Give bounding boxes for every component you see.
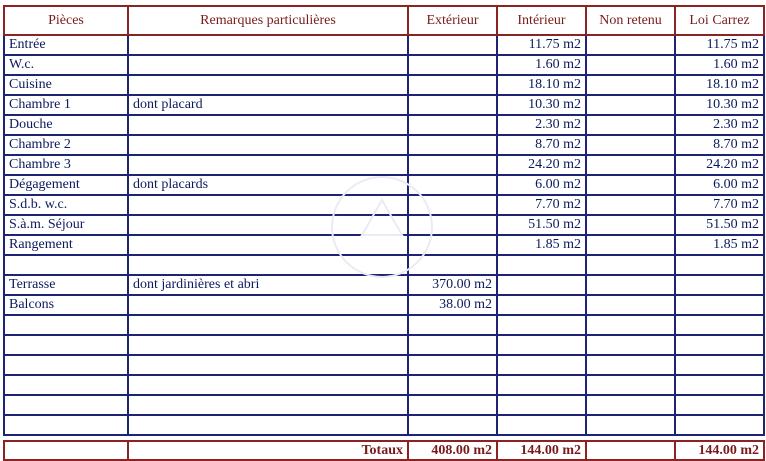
cell-exterieur — [408, 335, 497, 355]
cell-piece: W.c. — [4, 55, 128, 75]
table-row — [4, 355, 764, 375]
cell-remark — [128, 155, 408, 175]
cell-exterieur: 370.00 m2 — [408, 275, 497, 295]
cell-exterieur — [408, 95, 497, 115]
cell-exterieur — [408, 175, 497, 195]
table-row — [4, 275, 764, 295]
cell-interieur: 1.85 m2 — [497, 235, 586, 255]
table-row — [4, 255, 764, 275]
totals-table — [3, 440, 765, 461]
totals-blank — [4, 441, 128, 460]
table-row — [4, 135, 764, 155]
cell-piece: S.à.m. Séjour — [4, 215, 128, 235]
cell-piece: Douche — [4, 115, 128, 135]
cell-remark — [128, 75, 408, 95]
table-row — [4, 375, 764, 395]
totals-non-retenu — [586, 441, 675, 460]
table-row — [4, 335, 764, 355]
cell-carrez: 6.00 m2 — [675, 175, 764, 195]
cell-piece: Terrasse — [4, 275, 128, 295]
cell-non-retenu — [586, 415, 675, 435]
cell-non-retenu — [586, 375, 675, 395]
cell-remark — [128, 295, 408, 315]
cell-carrez: 24.20 m2 — [675, 155, 764, 175]
totals-row — [4, 441, 764, 460]
cell-piece: Entrée — [4, 35, 128, 55]
cell-piece: Rangement — [4, 235, 128, 255]
cell-exterieur — [408, 315, 497, 335]
table-row — [4, 155, 764, 175]
cell-interieur: 51.50 m2 — [497, 215, 586, 235]
cell-remark — [128, 375, 408, 395]
cell-interieur — [497, 375, 586, 395]
cell-carrez — [675, 355, 764, 375]
cell-interieur — [497, 415, 586, 435]
cell-non-retenu — [586, 155, 675, 175]
cell-carrez: 2.30 m2 — [675, 115, 764, 135]
cell-carrez: 8.70 m2 — [675, 135, 764, 155]
totals-carrez: 144.00 m2 — [675, 441, 764, 460]
cell-carrez — [675, 375, 764, 395]
table-row — [4, 35, 764, 55]
cell-non-retenu — [586, 135, 675, 155]
cell-carrez — [675, 395, 764, 415]
cell-non-retenu — [586, 235, 675, 255]
cell-non-retenu — [586, 95, 675, 115]
cell-non-retenu — [586, 315, 675, 335]
cell-exterieur — [408, 215, 497, 235]
cell-exterieur — [408, 235, 497, 255]
cell-piece: S.d.b. w.c. — [4, 195, 128, 215]
cell-interieur: 8.70 m2 — [497, 135, 586, 155]
cell-carrez — [675, 275, 764, 295]
cell-carrez: 51.50 m2 — [675, 215, 764, 235]
cell-remark — [128, 135, 408, 155]
table-row — [4, 295, 764, 315]
cell-piece: Dégagement — [4, 175, 128, 195]
cell-exterieur — [408, 415, 497, 435]
cell-exterieur — [408, 35, 497, 55]
cell-carrez — [675, 315, 764, 335]
cell-piece: Balcons — [4, 295, 128, 315]
cell-interieur — [497, 315, 586, 335]
header-exterieur: Extérieur — [408, 6, 497, 35]
header-pieces: Pièces — [4, 6, 128, 35]
table-row — [4, 315, 764, 335]
cell-remark — [128, 215, 408, 235]
cell-non-retenu — [586, 195, 675, 215]
table-row — [4, 175, 764, 195]
table-row — [4, 195, 764, 215]
table-row — [4, 55, 764, 75]
cell-exterieur — [408, 375, 497, 395]
cell-non-retenu — [586, 275, 675, 295]
cell-non-retenu — [586, 255, 675, 275]
cell-interieur — [497, 355, 586, 375]
cell-remark — [128, 255, 408, 275]
cell-remark: dont placards — [128, 175, 408, 195]
cell-remark — [128, 415, 408, 435]
cell-piece — [4, 315, 128, 335]
cell-non-retenu — [586, 175, 675, 195]
cell-interieur — [497, 275, 586, 295]
cell-non-retenu — [586, 75, 675, 95]
cell-remark — [128, 315, 408, 335]
cell-piece: Cuisine — [4, 75, 128, 95]
table-row — [4, 235, 764, 255]
totals-exterieur: 408.00 m2 — [408, 441, 497, 460]
cell-interieur: 24.20 m2 — [497, 155, 586, 175]
cell-piece: Chambre 1 — [4, 95, 128, 115]
table-row — [4, 75, 764, 95]
table-body — [4, 35, 764, 435]
cell-non-retenu — [586, 355, 675, 375]
totals-interieur: 144.00 m2 — [497, 441, 586, 460]
cell-piece: Chambre 3 — [4, 155, 128, 175]
cell-non-retenu — [586, 295, 675, 315]
cell-remark — [128, 35, 408, 55]
cell-non-retenu — [586, 395, 675, 415]
cell-non-retenu — [586, 335, 675, 355]
cell-interieur: 18.10 m2 — [497, 75, 586, 95]
cell-non-retenu — [586, 215, 675, 235]
cell-remark — [128, 195, 408, 215]
cell-piece — [4, 355, 128, 375]
cell-piece — [4, 395, 128, 415]
cell-remark — [128, 335, 408, 355]
cell-interieur — [497, 295, 586, 315]
table-row — [4, 395, 764, 415]
header-loi-carrez: Loi Carrez — [675, 6, 764, 35]
cell-exterieur — [408, 355, 497, 375]
cell-interieur: 11.75 m2 — [497, 35, 586, 55]
cell-piece — [4, 415, 128, 435]
cell-carrez: 18.10 m2 — [675, 75, 764, 95]
table-header — [4, 6, 764, 35]
table-row — [4, 95, 764, 115]
cell-carrez: 7.70 m2 — [675, 195, 764, 215]
table-row — [4, 215, 764, 235]
cell-interieur: 7.70 m2 — [497, 195, 586, 215]
cell-exterieur — [408, 155, 497, 175]
cell-carrez — [675, 295, 764, 315]
totals-label: Totaux — [128, 441, 408, 460]
cell-piece: Chambre 2 — [4, 135, 128, 155]
header-row — [4, 6, 764, 35]
cell-remark — [128, 55, 408, 75]
cell-interieur — [497, 335, 586, 355]
cell-remark — [128, 115, 408, 135]
cell-piece — [4, 255, 128, 275]
surface-table-container — [3, 5, 763, 461]
cell-carrez — [675, 335, 764, 355]
cell-remark: dont jardinières et abri — [128, 275, 408, 295]
cell-exterieur — [408, 115, 497, 135]
cell-remark — [128, 355, 408, 375]
cell-interieur: 2.30 m2 — [497, 115, 586, 135]
cell-interieur — [497, 395, 586, 415]
cell-exterieur — [408, 255, 497, 275]
cell-exterieur: 38.00 m2 — [408, 295, 497, 315]
cell-carrez: 1.85 m2 — [675, 235, 764, 255]
cell-piece — [4, 335, 128, 355]
cell-exterieur — [408, 135, 497, 155]
cell-exterieur — [408, 55, 497, 75]
cell-exterieur — [408, 75, 497, 95]
cell-carrez — [675, 415, 764, 435]
cell-remark: dont placard — [128, 95, 408, 115]
cell-carrez — [675, 255, 764, 275]
cell-remark — [128, 235, 408, 255]
cell-remark — [128, 395, 408, 415]
cell-exterieur — [408, 395, 497, 415]
surface-table — [3, 5, 765, 436]
cell-interieur: 10.30 m2 — [497, 95, 586, 115]
cell-carrez: 11.75 m2 — [675, 35, 764, 55]
cell-non-retenu — [586, 115, 675, 135]
header-non-retenu: Non retenu — [586, 6, 675, 35]
cell-non-retenu — [586, 35, 675, 55]
cell-piece — [4, 375, 128, 395]
cell-carrez: 1.60 m2 — [675, 55, 764, 75]
table-row — [4, 115, 764, 135]
cell-interieur — [497, 255, 586, 275]
table-row — [4, 415, 764, 435]
cell-interieur: 6.00 m2 — [497, 175, 586, 195]
cell-non-retenu — [586, 55, 675, 75]
cell-carrez: 10.30 m2 — [675, 95, 764, 115]
cell-exterieur — [408, 195, 497, 215]
cell-interieur: 1.60 m2 — [497, 55, 586, 75]
header-interieur: Intérieur — [497, 6, 586, 35]
header-remarques: Remarques particulières — [128, 6, 408, 35]
